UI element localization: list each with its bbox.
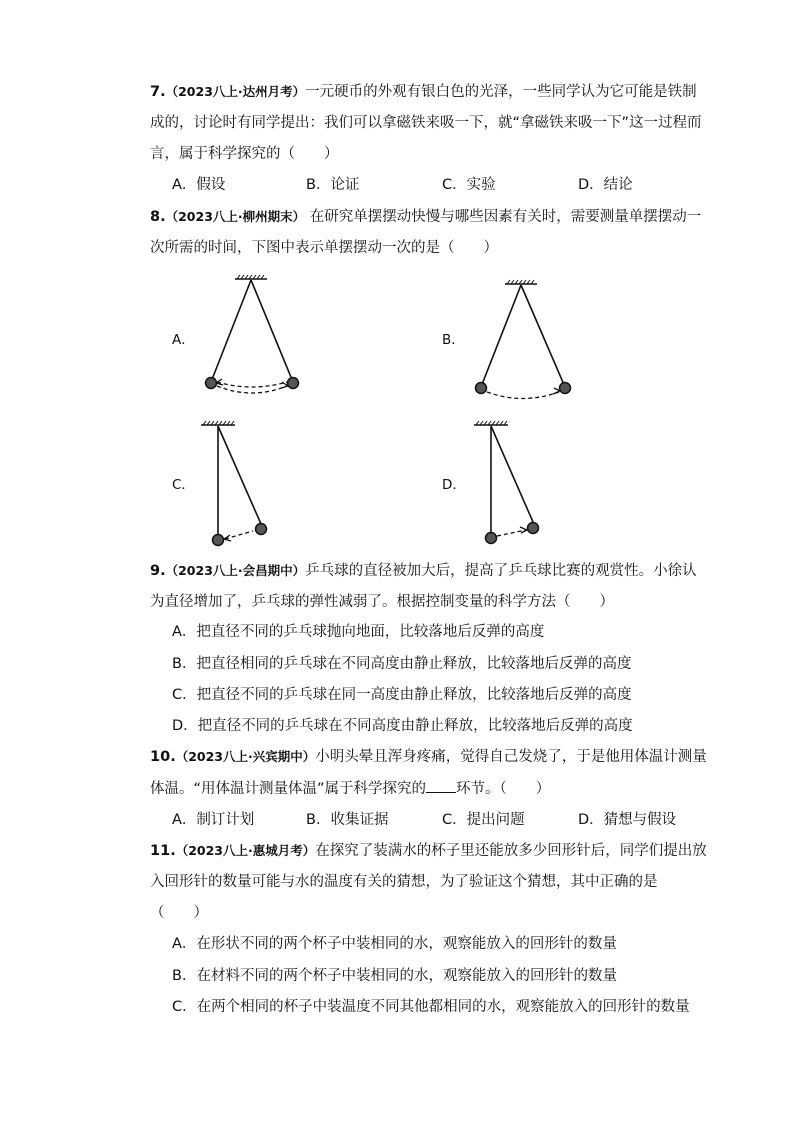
q8-stem-1: 在研究单摆摆动快慢与哪些因素有关时，需要测量单摆摆动一: [305, 209, 702, 225]
q10-option-b[interactable]: B．收集证据: [306, 812, 389, 828]
q7-stem-1: 一元硬币的外观有银白色的光泽，一些同学认为它可能是铁制: [305, 84, 697, 100]
q10-stem-2-post: 环节。（ ）: [456, 781, 551, 797]
q9-option-a[interactable]: A．把直径不同的乒乓球抛向地面，比较落地后反弹的高度: [172, 624, 545, 640]
q10-option-a[interactable]: A．制订计划: [172, 812, 255, 828]
q10-stem-1: 小明头晕且浑身疼痛，觉得自己发烧了，于是他用体温计测量: [315, 749, 707, 765]
q11-option-b[interactable]: B．在材料不同的两个杯子中装相同的水，观察能放入的回形针的数量: [172, 968, 617, 984]
q7-source: （2023八上·达州月考）: [165, 84, 306, 99]
q11-stem-3: （ ）: [150, 905, 208, 921]
q10-stem-2-pre: 体温。“用体温计测量体温”属于科学探究的: [150, 781, 427, 797]
q9-option-c[interactable]: C．把直径不同的乒乓球在同一高度由静止释放，比较落地后反弹的高度: [172, 687, 632, 703]
q11-option-a[interactable]: A．在形状不同的两个杯子中装相同的水，观察能放入的回形针的数量: [172, 936, 617, 952]
q7-option-d[interactable]: D．结论: [578, 177, 633, 193]
q10-line-1: 10.（2023八上·兴宾期中）小明头晕且浑身疼痛，觉得自己发烧了，于是他用体温计测量: [150, 749, 707, 765]
q7-stem-2: 成的，讨论时有同学提出：我们可以拿磁铁来吸一下，就“拿磁铁来吸一下”这一过程而: [150, 115, 702, 131]
q9-source: （2023八上·会昌期中）: [165, 563, 306, 578]
q11-source: （2023八上·惠城月考）: [175, 843, 316, 858]
q8-number: 8: [150, 209, 161, 225]
q7-line-1: 7.（2023八上·达州月考）一元硬币的外观有银白色的光泽，一些同学认为它可能是铁制: [150, 84, 697, 100]
q11-option-c[interactable]: C．在两个相同的杯子中装温度不同其他都相同的水，观察能放入的回形针的数量: [172, 999, 690, 1015]
q9-option-b[interactable]: B．把直径相同的乒乓球在不同高度由静止释放，比较落地后反弹的高度: [172, 656, 632, 672]
q8-line-1: 8.（2023八上·柳州期末） 在研究单摆摆动快慢与哪些因素有关时，需要测量单摆摆动一: [150, 209, 702, 225]
q9-stem-2: 为直径增加了，乒乓球的弹性减弱了。根据控制变量的科学方法（ ）: [150, 594, 614, 610]
q11-line-1: 11.（2023八上·惠城月考）在探究了装满水的杯子里还能放多少回形针后，同学们提出放: [150, 843, 707, 859]
q8-stem-2: 次所需的时间，下图中表示单摆摆动一次的是（ ）: [150, 240, 498, 256]
q7-option-a[interactable]: A．假设: [172, 177, 226, 193]
q10-number: 10: [150, 749, 171, 765]
q9-number: 9: [150, 563, 161, 579]
q7-option-b[interactable]: B．论证: [306, 177, 360, 193]
q7-stem-3: 言，属于科学探究的（ ）: [150, 146, 339, 162]
pendulum-figure-c: [195, 418, 275, 548]
pendulum-figure-d: [468, 418, 548, 548]
q10-source: （2023八上·兴宾期中）: [175, 749, 316, 764]
q11-stem-1: 在探究了装满水的杯子里还能放多少回形针后，同学们提出放: [315, 843, 707, 859]
q8-figure-a-label[interactable]: A．: [172, 332, 195, 348]
q9-option-d[interactable]: D．把直径不同的乒乓球在不同高度由静止释放，比较落地后反弹的高度: [172, 718, 633, 734]
q8-figure-c-label[interactable]: C．: [172, 477, 195, 493]
q9-stem-1: 乒乓球的直径被加大后，提高了乒乓球比赛的观赏性。小徐认: [305, 563, 697, 579]
q10-option-d[interactable]: D．猜想与假设: [578, 812, 677, 828]
q11-number: 11: [150, 843, 171, 859]
q10-blank[interactable]: [426, 778, 456, 793]
q11-stem-2: 入回形针的数量可能与水的温度有关的猜想，为了验证这个猜想，其中正确的是: [150, 874, 658, 890]
q10-line-2: [150, 778, 550, 799]
q8-figure-b-label[interactable]: B．: [442, 332, 465, 348]
q8-source: （2023八上·柳州期末）: [165, 209, 306, 224]
q10-option-c[interactable]: C．提出问题: [442, 812, 525, 828]
q7-option-c[interactable]: C．实验: [442, 177, 496, 193]
q9-line-1: 9.（2023八上·会昌期中）乒乓球的直径被加大后，提高了乒乓球比赛的观赏性。小徐认: [150, 563, 697, 579]
q7-number: 7: [150, 84, 161, 100]
q8-figure-d-label[interactable]: D．: [442, 477, 466, 493]
pendulum-figure-a: [195, 272, 315, 402]
pendulum-figure-b: [465, 277, 585, 402]
